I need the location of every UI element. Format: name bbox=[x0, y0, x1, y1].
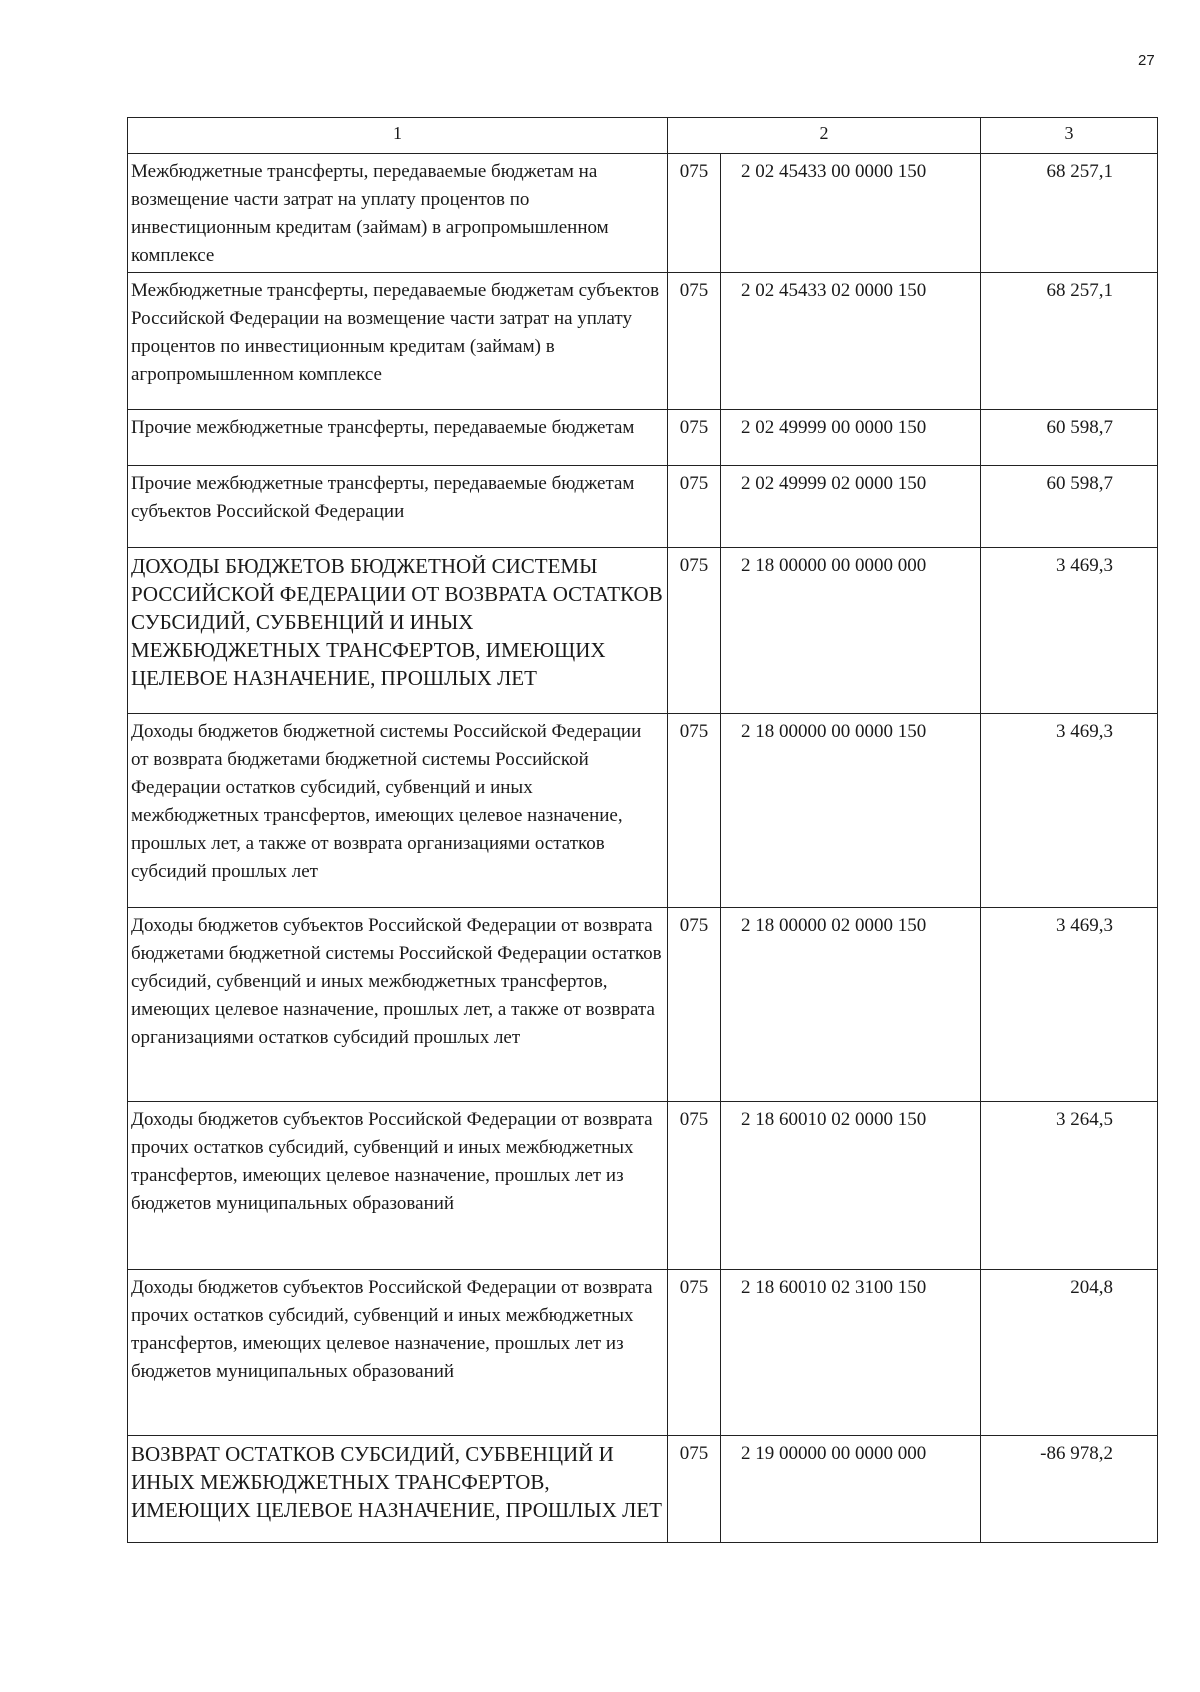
row-name: Прочие межбюджетные трансферты, передаваемые бюджетам bbox=[128, 410, 668, 466]
row-name: Межбюджетные трансферты, передаваемые бюджетам субъектов Российской Федерации на возмещение части затрат на уплату процентов по инвестиционным кредитам (займам) в агропромышленном комплексе bbox=[128, 273, 668, 410]
table-row bbox=[128, 466, 1158, 548]
row-admin-code: 075 bbox=[668, 908, 721, 1102]
table-row bbox=[128, 273, 1158, 410]
row-amount: 60 598,7 bbox=[981, 466, 1158, 548]
table-row bbox=[128, 908, 1158, 1102]
row-amount: 68 257,1 bbox=[981, 154, 1158, 273]
budget-revenue-table bbox=[127, 117, 1158, 1543]
row-budget-code: 2 19 00000 00 0000 000 bbox=[721, 1436, 981, 1543]
row-amount: 204,8 bbox=[981, 1270, 1158, 1436]
row-admin-code: 075 bbox=[668, 1102, 721, 1270]
row-admin-code: 075 bbox=[668, 1270, 721, 1436]
row-amount: 68 257,1 bbox=[981, 273, 1158, 410]
page-number: 27 bbox=[1138, 52, 1155, 69]
row-amount: -86 978,2 bbox=[981, 1436, 1158, 1543]
row-budget-code: 2 02 49999 00 0000 150 bbox=[721, 410, 981, 466]
row-budget-code: 2 18 60010 02 0000 150 bbox=[721, 1102, 981, 1270]
table-row bbox=[128, 714, 1158, 908]
table-row bbox=[128, 1102, 1158, 1270]
row-name: Прочие межбюджетные трансферты, передаваемые бюджетам субъектов Российской Федерации bbox=[128, 466, 668, 548]
row-admin-code: 075 bbox=[668, 1436, 721, 1543]
row-admin-code: 075 bbox=[668, 273, 721, 410]
row-budget-code: 2 02 45433 02 0000 150 bbox=[721, 273, 981, 410]
row-name: ДОХОДЫ БЮДЖЕТОВ БЮДЖЕТНОЙ СИСТЕМЫ РОССИЙСКОЙ ФЕДЕРАЦИИ ОТ ВОЗВРАТА ОСТАТКОВ СУБСИДИЙ, СУБВЕНЦИЙ И ИНЫХ МЕЖБЮДЖЕТНЫХ ТРАНСФЕРТОВ, ИМЕЮЩИХ ЦЕЛЕВОЕ НАЗНАЧЕНИЕ, ПРОШЛЫХ ЛЕТ bbox=[128, 548, 668, 714]
table-row bbox=[128, 410, 1158, 466]
row-budget-code: 2 18 00000 00 0000 150 bbox=[721, 714, 981, 908]
row-admin-code: 075 bbox=[668, 154, 721, 273]
row-budget-code: 2 02 45433 00 0000 150 bbox=[721, 154, 981, 273]
row-budget-code: 2 02 49999 02 0000 150 bbox=[721, 466, 981, 548]
row-amount: 3 469,3 bbox=[981, 548, 1158, 714]
row-admin-code: 075 bbox=[668, 548, 721, 714]
header-col-2: 2 bbox=[668, 118, 981, 154]
table-row bbox=[128, 1436, 1158, 1543]
row-amount: 60 598,7 bbox=[981, 410, 1158, 466]
row-name: Доходы бюджетов субъектов Российской Федерации от возврата прочих остатков субсидий, субвенций и иных межбюджетных трансфертов, имеющих целевое назначение, прошлых лет из бюджетов муниципальных образований bbox=[128, 1102, 668, 1270]
row-amount: 3 469,3 bbox=[981, 714, 1158, 908]
table-row bbox=[128, 1270, 1158, 1436]
row-budget-code: 2 18 00000 00 0000 000 bbox=[721, 548, 981, 714]
table-row bbox=[128, 548, 1158, 714]
row-name: ВОЗВРАТ ОСТАТКОВ СУБСИДИЙ, СУБВЕНЦИЙ И ИНЫХ МЕЖБЮДЖЕТНЫХ ТРАНСФЕРТОВ, ИМЕЮЩИХ ЦЕЛЕВОЕ НАЗНАЧЕНИЕ, ПРОШЛЫХ ЛЕТ bbox=[128, 1436, 668, 1543]
row-name: Доходы бюджетов субъектов Российской Федерации от возврата бюджетами бюджетной системы Российской Федерации остатков субсидий, субвенций и иных межбюджетных трансфертов, имеющих целевое назначение, прошлых лет, а также от возврата организациями остатков субсидий прошлых лет bbox=[128, 908, 668, 1102]
row-admin-code: 075 bbox=[668, 714, 721, 908]
header-col-1: 1 bbox=[128, 118, 668, 154]
row-budget-code: 2 18 60010 02 3100 150 bbox=[721, 1270, 981, 1436]
table-header-row bbox=[128, 118, 1158, 154]
row-amount: 3 264,5 bbox=[981, 1102, 1158, 1270]
table-row bbox=[128, 154, 1158, 273]
row-admin-code: 075 bbox=[668, 410, 721, 466]
row-name: Доходы бюджетов бюджетной системы Российской Федерации от возврата бюджетами бюджетной системы Российской Федерации остатков субсидий, субвенций и иных межбюджетных трансфертов, имеющих целевое назначение, прошлых лет, а также от возврата организациями остатков субсидий прошлых лет bbox=[128, 714, 668, 908]
row-budget-code: 2 18 00000 02 0000 150 bbox=[721, 908, 981, 1102]
row-admin-code: 075 bbox=[668, 466, 721, 548]
row-name: Доходы бюджетов субъектов Российской Федерации от возврата прочих остатков субсидий, субвенций и иных межбюджетных трансфертов, имеющих целевое назначение, прошлых лет из бюджетов муниципальных образований bbox=[128, 1270, 668, 1436]
row-name: Межбюджетные трансферты, передаваемые бюджетам на возмещение части затрат на уплату процентов по инвестиционным кредитам (займам) в агропромышленном комплексе bbox=[128, 154, 668, 273]
row-amount: 3 469,3 bbox=[981, 908, 1158, 1102]
header-col-3: 3 bbox=[981, 118, 1158, 154]
